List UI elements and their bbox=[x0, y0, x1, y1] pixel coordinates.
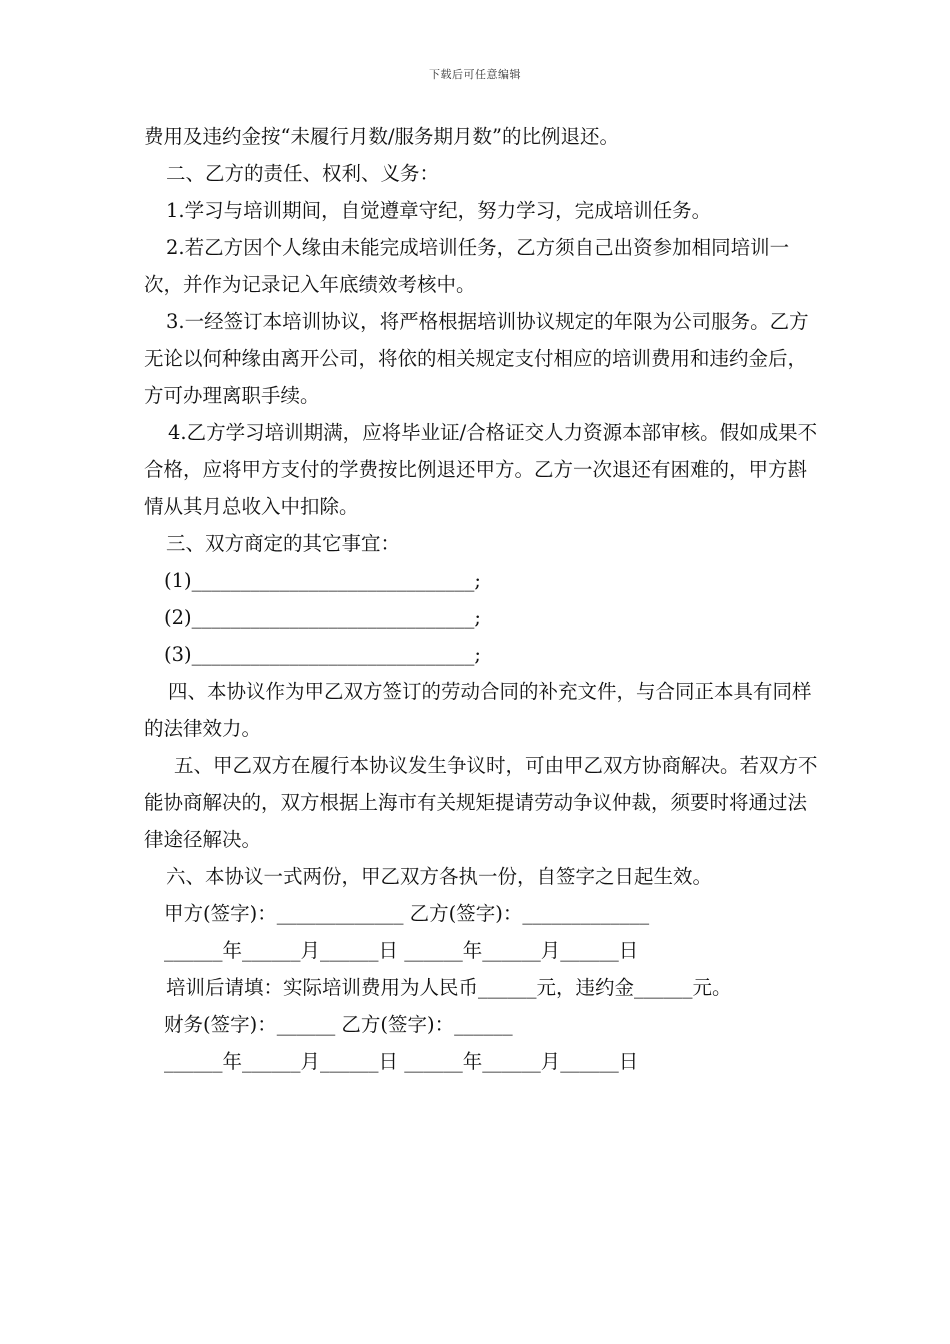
post-training-fill-in: 培训后请填：实际培训费用为人民币______元，违约金______元。 bbox=[166, 976, 732, 999]
clause-4: 4.乙方学习培训期满，应将毕业证/合格证交人力资源本部审核。假如成果不合格，应将甲方支付的学费按比例退还甲方。乙方一次退还有困难的，甲方斟情从其月总收入中扣除。 bbox=[144, 421, 818, 518]
page-header-note: 下载后可任意编辑 bbox=[429, 68, 521, 81]
blank-item-2: (2)_____________________________; bbox=[164, 606, 481, 629]
date-line-1: ______年______月______日 ______年______月______日 bbox=[164, 939, 639, 962]
clause-2: 2.若乙方因个人缘由未能完成培训任务，乙方须自己出资参加相同培训一次，并作为记录记入年底绩效考核中。 bbox=[144, 236, 790, 296]
clause-3: 3.一经签订本培训协议，将严格根据培训协议规定的年限为公司服务。乙方无论以何种缘由离开公司，将依的相关规定支付相应的培训费用和违约金后，方可办理离职手续。 bbox=[144, 310, 809, 407]
document-body bbox=[144, 118, 824, 1080]
section-heading-other-matters: 三、双方商定的其它事宜： bbox=[166, 532, 401, 555]
clause-1: 1.学习与培训期间，自觉遵章守纪，努力学习，完成培训任务。 bbox=[166, 199, 712, 222]
date-line-2: ______年______月______日 ______年______月______日 bbox=[164, 1050, 639, 1073]
paragraph-refund-terms: 费用及违约金按“未履行月数/服务期月数”的比例退还。 bbox=[144, 125, 620, 148]
blank-item-3: (3)_____________________________; bbox=[164, 643, 481, 666]
signature-line-finance-party-b: 财务(签字)：______ 乙方(签字)：______ bbox=[164, 1013, 513, 1036]
section-heading-party-b-duties: 二、乙方的责任、权利、义务： bbox=[166, 162, 440, 185]
section-five: 五、甲乙双方在履行本协议发生争议时，可由甲乙双方协商解决。若双方不能协商解决的，双方根据上海市有关规矩提请劳动争议仲裁，须要时将通过法律途径解决。 bbox=[144, 754, 818, 851]
signature-line-party-a-b: 甲方(签字)：_____________ 乙方(签字)：_____________ bbox=[164, 902, 650, 925]
section-four: 四、本协议作为甲乙双方签订的劳动合同的补充文件，与合同正本具有同样的法律效力。 bbox=[144, 680, 812, 740]
section-six: 六、本协议一式两份，甲乙双方各执一份，自签字之日起生效。 bbox=[166, 865, 713, 888]
blank-item-1: (1)_____________________________; bbox=[164, 569, 481, 592]
